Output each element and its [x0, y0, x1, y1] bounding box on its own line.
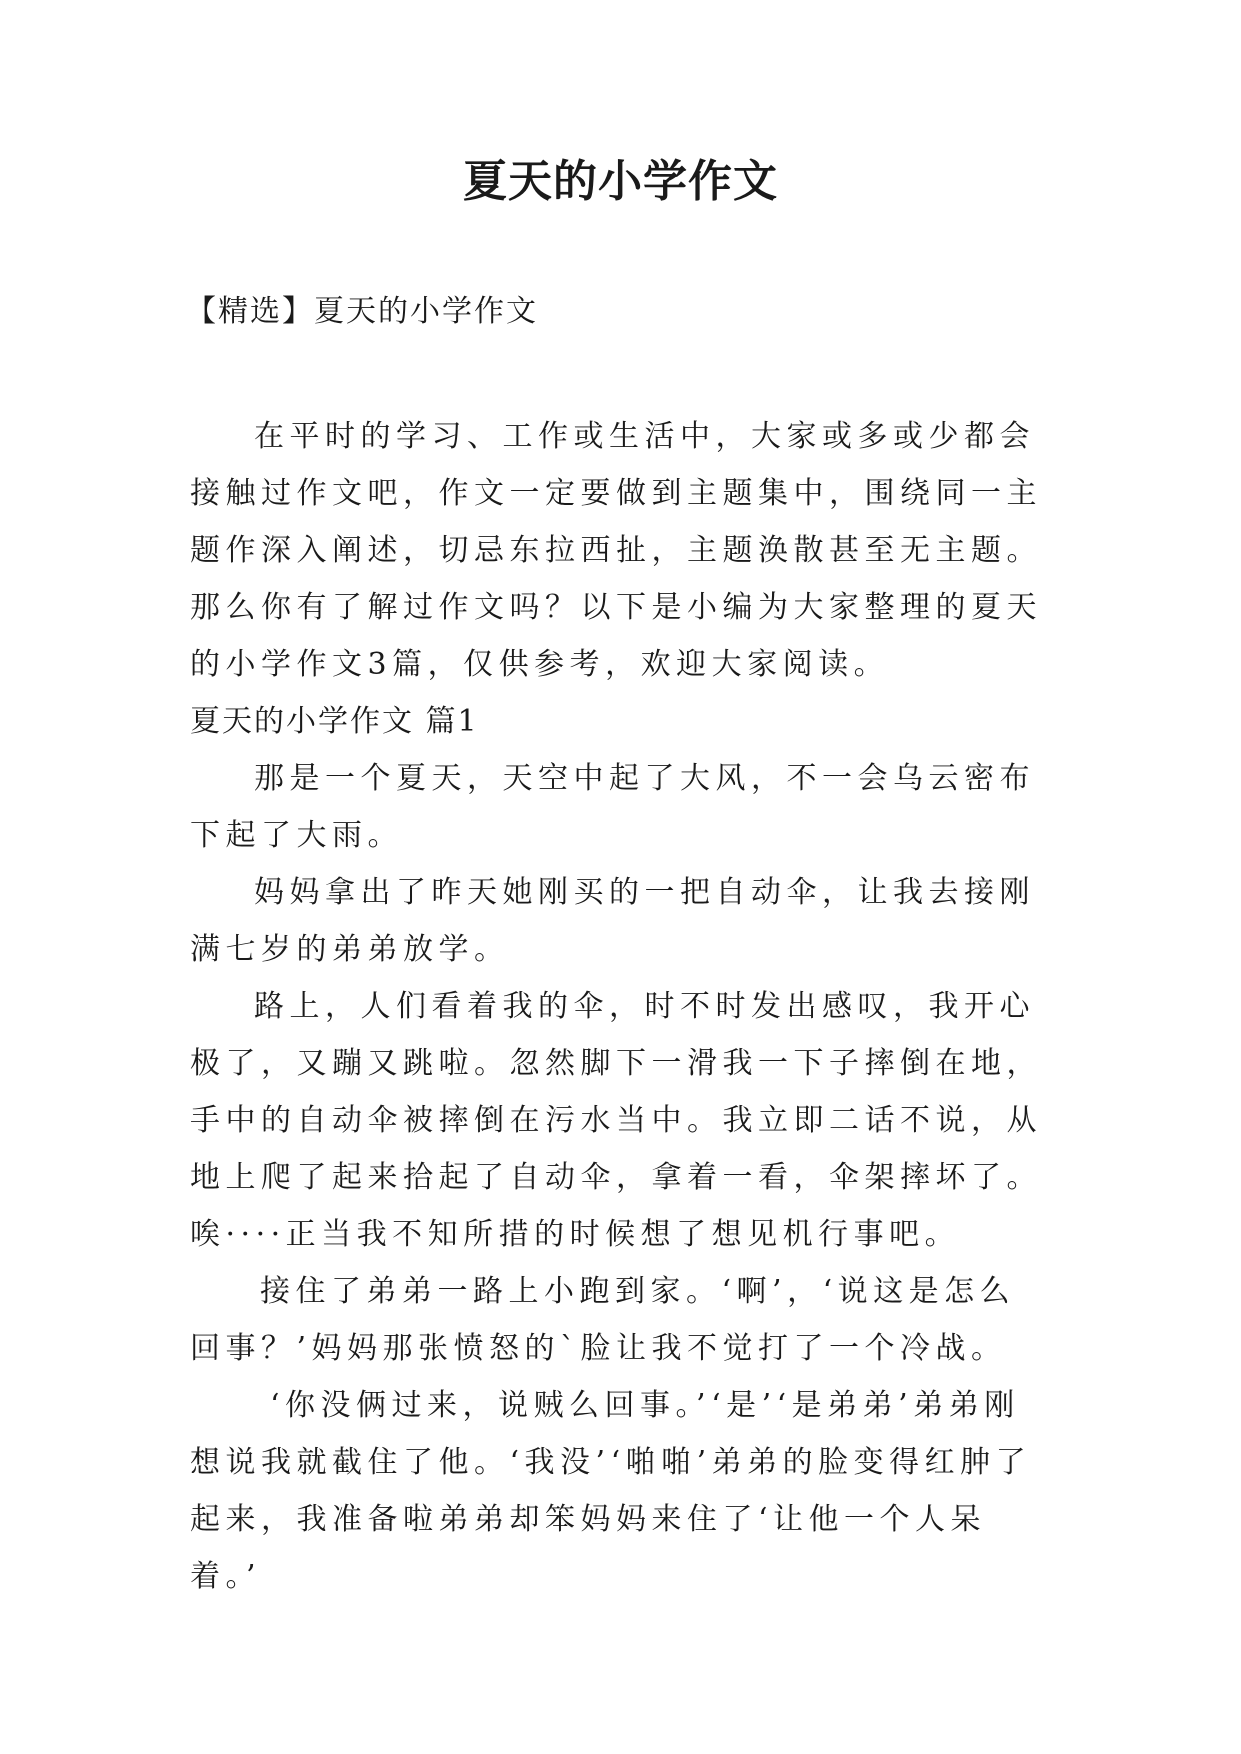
- intro-paragraph: 在平时的学习、工作或生活中，大家或多或少都会接触过作文吧，作文一定要做到主题集中，围绕同一主题作深入阐述，切忌东拉西扯，主题涣散甚至无主题。那么你有了解过作文吗？以下是小编为大家整理的夏天的小学作文3篇，仅供参考，欢迎大家阅读。: [190, 419, 1042, 682]
- document-body: [190, 408, 1050, 1605]
- body-paragraph: 那是一个夏天，天空中起了大风，不一会乌云密布下起了大雨。: [190, 761, 1035, 853]
- document-title: 夏天的小学作文: [463, 156, 778, 207]
- body-paragraph: 接住了弟弟一路上小跑到家。‘啊’，‘说这是怎么回事？’妈妈那张愤怒的`脸让我不觉打了一个冷战。: [190, 1274, 1016, 1366]
- body-paragraph: 妈妈拿出了昨天她刚买的一把自动伞，让我去接刚满七岁的弟弟放学。: [190, 875, 1035, 967]
- body-paragraph: ‘你没俩过来，说贼么回事。’‘是’‘是弟弟’弟弟刚想说我就截住了他。‘我没’‘啪啪’弟弟的脸变得红肿了起来，我准备啦弟弟却笨妈妈来住了‘让他一个人呆着。’: [190, 1388, 1032, 1594]
- body-paragraph: 路上，人们看着我的伞，时不时发出感叹，我开心极了，又蹦又跳啦。忽然脚下一滑我一下子摔倒在地，手中的自动伞被摔倒在污水当中。我立即二话不说，从地上爬了起来拾起了自动伞，拿着一看，伞架摔坏了。唉····正当我不知所措的时候想了想见机行事吧。: [190, 989, 1042, 1252]
- section-heading: 夏天的小学作文 篇1: [190, 704, 479, 739]
- document-subtitle: 【精选】夏天的小学作文: [186, 294, 538, 329]
